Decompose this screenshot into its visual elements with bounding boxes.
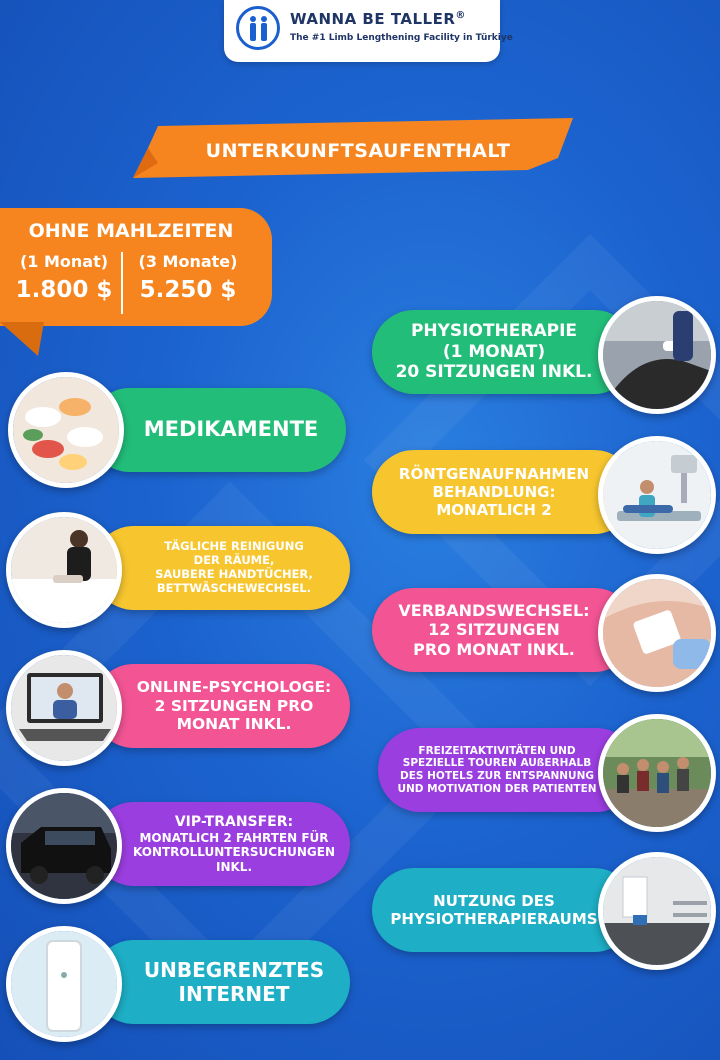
pill-line: UND MOTIVATION DER PATIENTEN (397, 782, 597, 795)
pill-line: MONAT INKL. (176, 715, 292, 734)
pills-photo (8, 372, 124, 488)
physio-pill (372, 310, 636, 394)
pill-line: VERBANDSWECHSEL: (398, 601, 590, 621)
price-amount: 5.250 $ (139, 277, 237, 303)
people-logo-icon (236, 6, 280, 50)
pill-line: VIP-TRANSFER: (174, 814, 294, 831)
psychologe-pill (92, 664, 350, 748)
pill-line: FREIZEITAKTIVITÄTEN UND (418, 744, 576, 757)
pill-line: DES HOTELS ZUR ENTSPANNUNG (400, 770, 594, 782)
raum-pill (372, 868, 636, 952)
pill-line: MEDIKAMENTE (143, 417, 319, 442)
group-outing-photo (598, 714, 716, 832)
price-box-tail (0, 322, 44, 358)
pill-line: MONATLICH 2 (436, 501, 552, 519)
physiotherapy-photo (598, 296, 716, 414)
video-call-laptop-photo (6, 650, 122, 766)
pill-line: SAUBERE HANDTÜCHER, (155, 567, 313, 581)
pill-line: MONATLICH 2 FAHRTEN FÜR (139, 830, 329, 845)
price-duration: (1 Monat) (19, 252, 109, 271)
pill-line: PRO MONAT INKL. (413, 639, 575, 659)
title-banner (128, 118, 588, 180)
price-amount: 1.800 $ (15, 277, 113, 303)
pill-line: 20 SITZUNGEN INKL. (395, 362, 593, 383)
header-logo-card (224, 0, 513, 62)
internet-pill (92, 940, 350, 1024)
pill-line: BEHANDLUNG: (432, 483, 556, 501)
brand-tagline: The #1 Limb Lengthening Facility in Türkiye (290, 33, 513, 43)
medikamente-pill (88, 388, 346, 472)
page-title: UNTERKUNFTSAUFENTHALT (205, 140, 511, 162)
pill-line: PHYSIOTHERAPIERAUMS (390, 910, 598, 928)
pill-line: BETTWÄSCHEWECHSEL. (156, 580, 312, 595)
pill-line: KONTROLLUNTERSUCHUNGEN (132, 845, 336, 860)
transfer-pill (92, 802, 350, 886)
pill-line: 2 SITZUNGEN PRO (154, 696, 314, 715)
reinigung-pill (92, 526, 350, 610)
pill-line: INTERNET (178, 982, 290, 1006)
pill-line: 12 SITZUNGEN (428, 620, 560, 640)
van-photo (6, 788, 122, 904)
price-option (124, 252, 252, 303)
bandage-photo (598, 574, 716, 692)
pill-line: SPEZIELLE TOUREN AUßERHALB (402, 757, 592, 770)
price-duration: (3 Monate) (138, 252, 238, 271)
pill-line: TÄGLICHE REINIGUNG (164, 539, 304, 554)
price-title: OHNE MAHLZEITEN (28, 220, 234, 242)
pill-line: PHYSIOTHERAPIE (410, 321, 578, 342)
router-photo (6, 926, 122, 1042)
pill-line: NUTZUNG DES (433, 892, 555, 910)
price-divider (121, 252, 123, 314)
price-box (0, 208, 272, 326)
therapy-room-photo (598, 852, 716, 970)
pill-line: ONLINE-PSYCHOLOGE: (136, 678, 332, 697)
pill-line: RÖNTGENAUFNAHMEN (398, 465, 590, 483)
pill-line: (1 MONAT) (442, 341, 546, 362)
pill-line: DER RÄUME, (193, 553, 275, 568)
housekeeping-photo (6, 512, 122, 628)
pill-line: INKL. (215, 859, 252, 874)
verband-pill (372, 588, 636, 672)
roentgen-pill (372, 450, 636, 534)
xray-photo (598, 436, 716, 554)
brand-name: WANNA BE TALLER® (290, 10, 466, 28)
pill-line: UNBEGRENZTES (143, 958, 325, 982)
price-option (10, 252, 118, 303)
